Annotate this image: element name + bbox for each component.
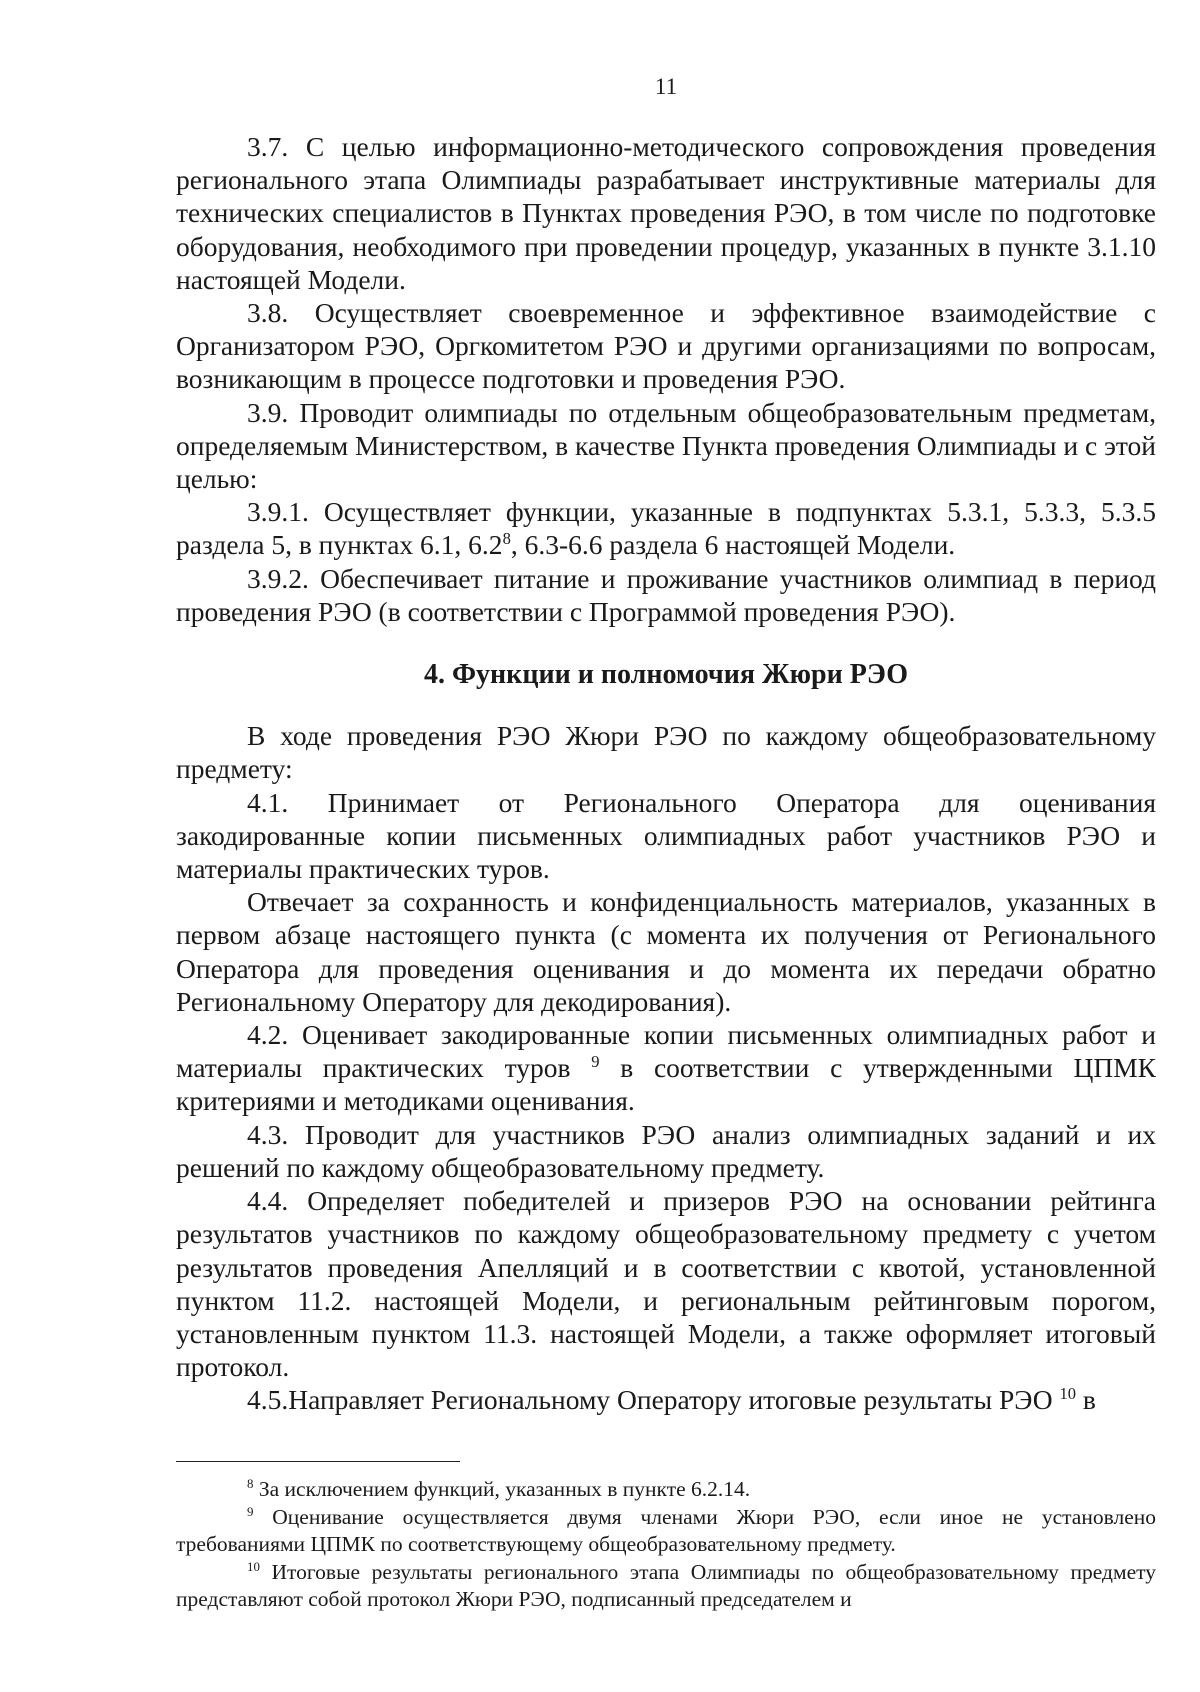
footnote-mark-9: 9 xyxy=(247,1504,254,1519)
paragraph-4-5-text-a: 4.5.Направляет Региональному Оператору итоговые результаты РЭО xyxy=(247,1384,1053,1416)
paragraph-4-1-second: Отвечает за сохранность и конфиденциальность материалов, указанных в первом абзаце настоящего пункта (с момента их получения от Регионального Оператора для проведения оценивания и до момента их передачи обратно Региональному Оператору для декодирования). xyxy=(176,886,1156,1017)
paragraph-3-8: 3.8. Осуществляет своевременное и эффективное взаимодействие с Организатором РЭО, Оргкомитетом РЭО и другими организациями по вопросам, возникающим в процессе подготовки и проведения РЭО. xyxy=(176,297,1156,395)
paragraph-4-4: 4.4. Определяет победителей и призеров РЭО на основании рейтинга результатов участников по каждому общеобразовательному предмету с учетом результатов проведения Апелляций и в соответствии с квотой, установленной пунктом 11.2. настоящей Модели, и региональным рейтинговым порогом, установленным пунктом 11.3. настоящей Модели, а также оформляет итоговый протокол. xyxy=(176,1185,1156,1383)
paragraph-4-1: 4.1. Принимает от Регионального Оператора для оценивания закодированные копии письменных олимпиадных работ участников РЭО и материалы практических туров. xyxy=(176,786,1156,885)
footnote-10-text: Итоговые результаты регионального этапа Олимпиады по общеобразовательному предмету представляют собой протокол Жюри РЭО, подписанный председателем и xyxy=(176,1559,1156,1611)
page-number: 11 xyxy=(654,74,678,99)
paragraph-4-2-text-a: 4.2. Оценивает закодированные копии письменных олимпиадных работ и материалы практических туров xyxy=(176,1019,1156,1084)
paragraph-4-2-text-b: в соответствии с утвержденными ЦПМК критериями и методиками оценивания. xyxy=(176,1052,1156,1117)
paragraph-3-7: 3.7. С целью информационно-методического сопровождения проведения регионального этапа Олимпиады разрабатывает инструктивные материалы для технических специалистов в Пунктах проведения РЭО, в том числе по подготовке оборудования, необходимого при проведении процедур, указанных в пункте 3.1.10 настоящей Модели. xyxy=(176,131,1156,295)
footnote-8-text: За исключением функций, указанных в пункте 6.2.14. xyxy=(258,1477,751,1501)
paragraph-4-3: 4.3. Проводит для участников РЭО анализ олимпиадных заданий и их решений по каждому общеобразовательному предмету. xyxy=(176,1118,1156,1183)
body-text xyxy=(176,130,1156,1417)
paragraph-3-9-2: 3.9.2. Обеспечивает питание и проживание участников олимпиад в период проведения РЭО (в соответствии с Программой проведения РЭО). xyxy=(176,562,1156,627)
paragraph-3-9: 3.9. Проводит олимпиады по отдельным общеобразовательным предметам, определяемым Министерством, в качестве Пункта проведения Олимпиады и с этой целью: xyxy=(176,396,1157,495)
paragraph-4-5-text-b: в xyxy=(1076,1384,1096,1416)
footnote-9 xyxy=(176,1504,1156,1559)
section-heading-4: 4. Функции и полномочия Жюри РЭО xyxy=(424,659,908,691)
paragraph-3-9-1 xyxy=(176,495,1156,561)
footnote-separator xyxy=(176,1461,460,1462)
paragraph-3-9-1-text-a: 3.9.1. Осуществляет функции, указанные в подпунктах 5.3.1, 5.3.3, 5.3.5 раздела 5, в пунктах 6.1, 6.2 xyxy=(176,496,1156,561)
paragraph-4-5 xyxy=(176,1383,1156,1416)
footnote-mark-8: 8 xyxy=(247,1476,254,1491)
footnote-mark-10: 10 xyxy=(247,1559,260,1574)
footnote-ref-8: 8 xyxy=(502,529,511,549)
section-4-intro: В ходе проведения РЭО Жюри РЭО по каждому общеобразовательному предмету: xyxy=(176,720,1156,785)
footnote-9-text: Оценивание осуществляется двумя членами Жюри РЭО, если иное не установлено требованиями ЦПМК по соответствующему общеобразовательному предмету. xyxy=(176,1504,1156,1556)
footnote-ref-10: 10 xyxy=(1059,1384,1077,1404)
footnote-ref-9: 9 xyxy=(591,1052,600,1072)
footnote-8 xyxy=(176,1476,1156,1504)
footnote-10 xyxy=(176,1559,1156,1614)
paragraph-3-9-1-text-b: , 6.3-6.6 раздела 6 настоящей Модели. xyxy=(510,529,956,561)
footnotes xyxy=(176,1476,1156,1614)
paragraph-4-2 xyxy=(176,1018,1156,1118)
